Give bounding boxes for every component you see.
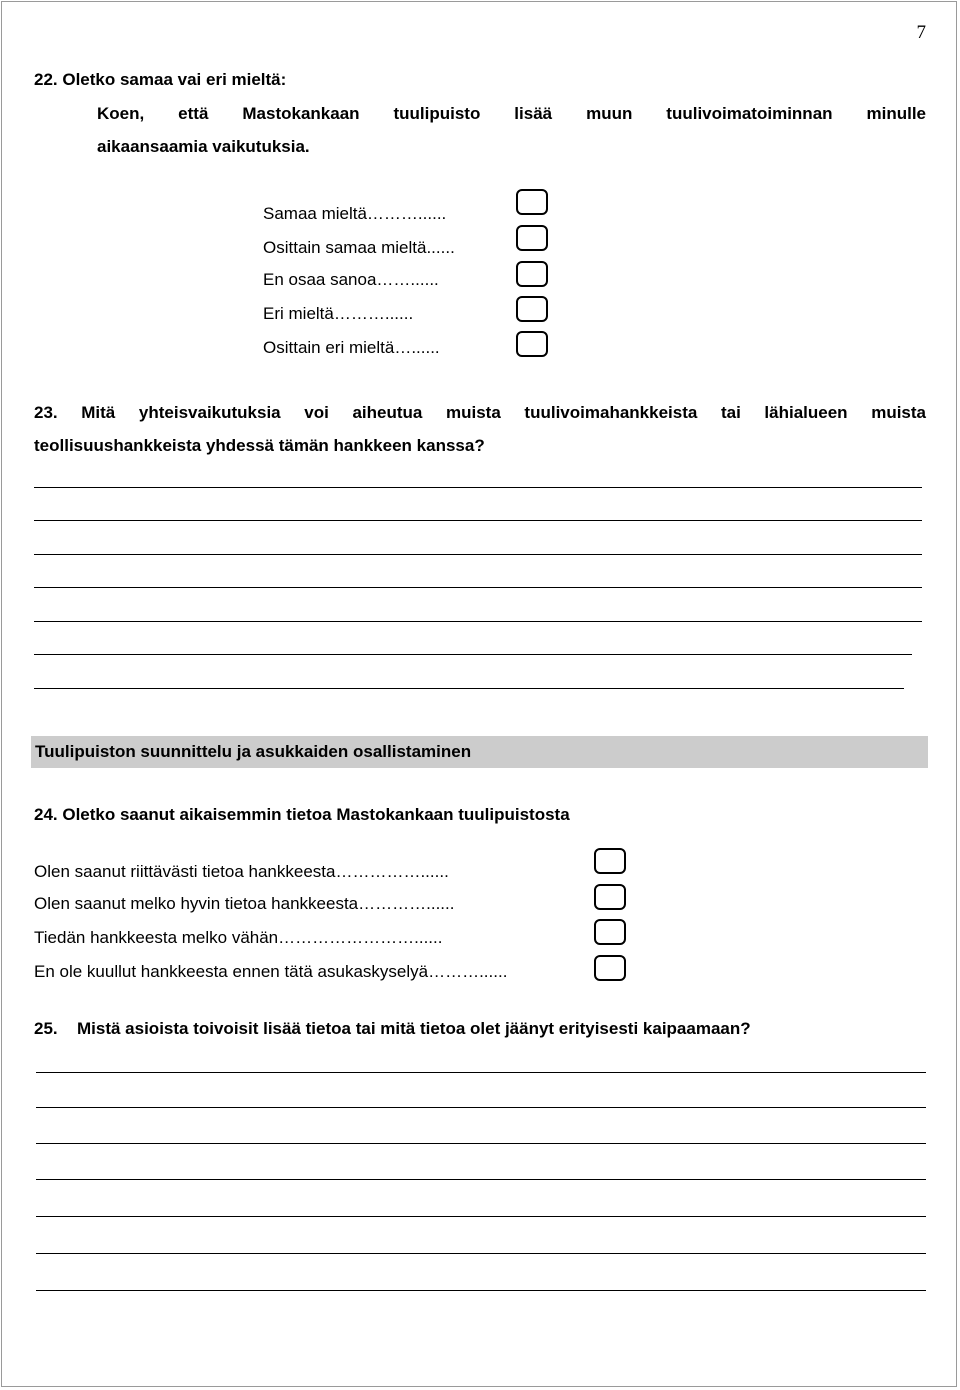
q22-option-samaa: Samaa mieltä………......: [263, 204, 447, 223]
q24-option-en-ole-kuullut: En ole kuullut hankkeesta ennen tätä asukaskyselyä………......: [34, 962, 508, 981]
q25-title: Mistä asioista toivoisit lisää tietoa tai mitä tietoa olet jäänyt erityisesti kaipaamaan?: [77, 1019, 751, 1038]
section-title: Tuulipuiston suunnittelu ja asukkaiden osallistaminen: [35, 742, 472, 761]
q23-answer-line-5[interactable]: [34, 621, 922, 622]
q23-answer-line-7[interactable]: [34, 688, 904, 689]
q22-title: 22. Oletko samaa vai eri mieltä:: [34, 70, 287, 89]
q23-answer-line-1[interactable]: [34, 487, 922, 488]
q24-title: 24. Oletko saanut aikaisemmin tietoa Mastokankaan tuulipuistosta: [34, 805, 570, 824]
section-header: [31, 736, 928, 768]
q22-checkbox-eri[interactable]: [516, 296, 548, 322]
q25-answer-line-5[interactable]: [36, 1216, 926, 1217]
q22-option-osittain-eri: Osittain eri mieltä…......: [263, 338, 440, 357]
q25-answer-line-2[interactable]: [36, 1107, 926, 1108]
page-number: 7: [916, 22, 926, 43]
q22-checkbox-osittain-eri[interactable]: [516, 331, 548, 357]
q23-text: 23. Mitä yhteisvaikutuksia voi aiheutua muista tuulivoimahankkeista tai lähialueen muista teollisuushankkeista yhdessä tämän hankkeen kanssa?: [34, 403, 926, 455]
q22-statement-line2: aikaansaamia vaikutuksia.: [97, 137, 310, 156]
q25-answer-line-7[interactable]: [36, 1290, 926, 1291]
q22-checkbox-en-osaa[interactable]: [516, 261, 548, 287]
q22-statement-line1: Koen, että Mastokankaan tuulipuisto lisää muun tuulivoimatoiminnan minulle: [97, 104, 926, 123]
q25-answer-line-3[interactable]: [36, 1143, 926, 1144]
q23-answer-line-4[interactable]: [34, 587, 922, 588]
q24-checkbox-melko-hyvin[interactable]: [594, 884, 626, 910]
q22-checkbox-osittain-samaa[interactable]: [516, 225, 548, 251]
q24-option-melko-hyvin: Olen saanut melko hyvin tietoa hankkeesta…………......: [34, 894, 455, 913]
q23-answer-line-3[interactable]: [34, 554, 922, 555]
q25-answer-line-1[interactable]: [36, 1072, 926, 1073]
q24-checkbox-riittavasti[interactable]: [594, 848, 626, 874]
q22-option-en-osaa: En osaa sanoa……......: [263, 270, 439, 289]
q23-answer-line-2[interactable]: [34, 520, 922, 521]
q22-checkbox-samaa[interactable]: [516, 189, 548, 215]
q25-number: 25.: [34, 1019, 58, 1038]
q22-option-eri: Eri mieltä………......: [263, 304, 414, 323]
q24-option-riittavasti: Olen saanut riittävästi tietoa hankkeesta……………......: [34, 862, 449, 881]
q24-checkbox-melko-vahan[interactable]: [594, 919, 626, 945]
q22-option-osittain-samaa: Osittain samaa mieltä......: [263, 238, 455, 257]
q24-option-melko-vahan: Tiedän hankkeesta melko vähän……………………......: [34, 928, 443, 947]
q23-answer-line-6[interactable]: [34, 654, 912, 655]
q25-answer-line-6[interactable]: [36, 1253, 926, 1254]
q25-answer-line-4[interactable]: [36, 1179, 926, 1180]
q24-checkbox-en-ole-kuullut[interactable]: [594, 955, 626, 981]
q22-statement: [97, 97, 926, 163]
